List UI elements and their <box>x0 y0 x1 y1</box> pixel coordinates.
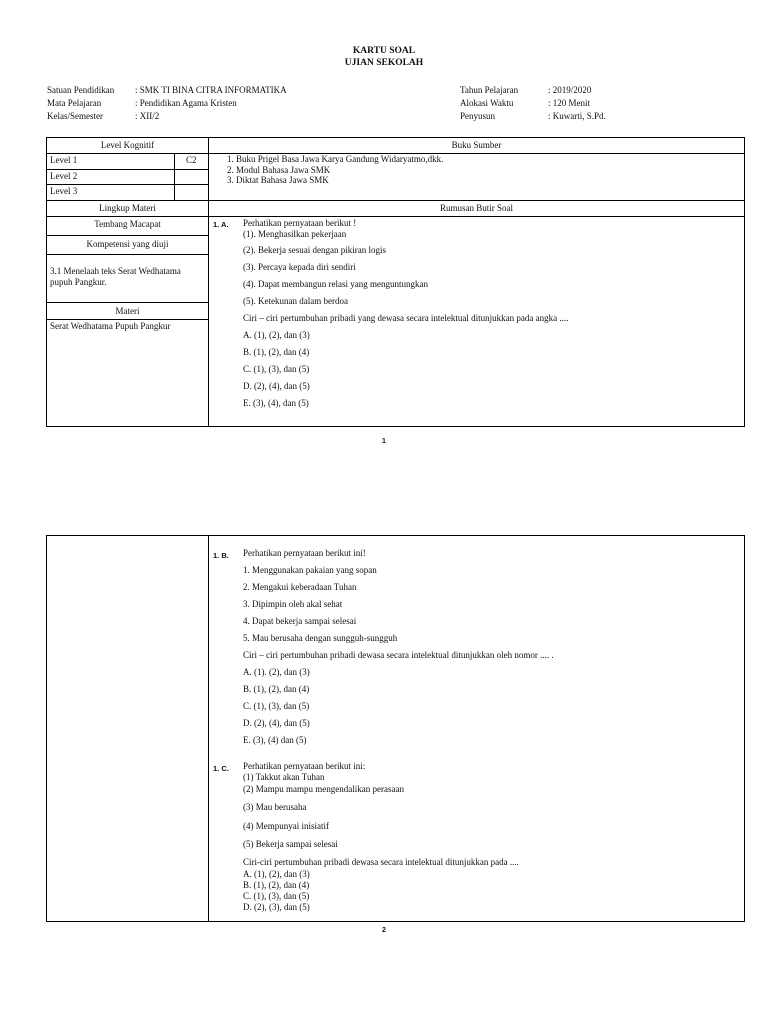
statement: (4). Dapat membangun relasi yang menguntungkan <box>243 279 428 289</box>
page-2 <box>0 520 768 1024</box>
lingkup-materi: Tembang Macapat <box>94 219 161 229</box>
level-1: Level 1 <box>50 155 78 165</box>
buku-sumber-header: Buku Sumber <box>451 140 502 150</box>
page-number: 2 <box>382 927 386 934</box>
statement: 1. Menggunakan pakaian yang sopan <box>243 565 377 575</box>
buku-sumber-list <box>227 154 443 186</box>
buku-item: 2. Modul Bahasa Jawa SMK <box>227 164 331 175</box>
statement: (5). Ketekunan dalam berdoa <box>243 296 348 306</box>
question-card-table <box>46 137 745 427</box>
option: A. (1), (2), dan (3) <box>243 330 310 340</box>
question-text: Ciri – ciri pertumbuhan pribadi yang dewasa secara intelektual ditunjukkan pada angka .... <box>243 313 569 323</box>
statement: 5. Mau berusaha dengan sungguh-sungguh <box>243 633 398 643</box>
option: E. (3), (4) dan (5) <box>243 735 307 745</box>
meta-label: Satuan Pendidikan <box>47 85 115 95</box>
meta-value: : XII/2 <box>135 111 160 121</box>
exam-title: UJIAN SEKOLAH <box>344 58 424 68</box>
question-intro: Perhatikan pernyataan berikut ini! <box>243 548 366 558</box>
statement: (2) Mampu mampu mengendalikan perasaan <box>243 784 404 794</box>
kompetensi-line: 3.1 Menelaah teks Serat Wedhatama <box>50 266 181 276</box>
materi: Serat Wedhatama Pupuh Pangkur <box>50 321 171 331</box>
level-1-code: C2 <box>186 155 197 165</box>
page-1 <box>0 0 768 470</box>
buku-item: 1. Buku Prigel Basa Jawa Karya Gandung Widaryatmo,dkk. <box>227 154 444 164</box>
kompetensi-text <box>50 266 181 288</box>
option: D. (2), (4), dan (5) <box>243 381 310 391</box>
option: B. (1), (2), dan (4) <box>243 880 310 890</box>
kompetensi-header: Kompetensi yang diuji <box>86 239 169 249</box>
statement: (5) Bekerja sampai selesai <box>243 839 338 849</box>
meta-value: : Kuwarti, S.Pd. <box>548 111 606 121</box>
option: C. (1), (3), dan (5) <box>243 891 310 901</box>
meta-label: Tahun Pelajaran <box>460 85 519 95</box>
statement: (1). Menghasilkan pekerjaan <box>243 229 347 239</box>
level-kognitif-header: Level Kognitif <box>100 140 155 150</box>
option: E. (3), (4), dan (5) <box>243 398 309 408</box>
lingkup-materi-header: Lingkup Materi <box>99 203 156 213</box>
option: A. (1). (2), dan (3) <box>243 667 310 677</box>
materi-header: Materi <box>115 306 140 316</box>
meta-label: Penyusun <box>460 111 496 121</box>
option: D. (2), (4), dan (5) <box>243 718 310 728</box>
option: C. (1), (3), dan (5) <box>243 364 310 374</box>
question-text: Ciri-ciri pertumbuhan pribadi dewasa secara intelektual ditunjukkan pada .... <box>243 857 519 867</box>
statement: 3. Dipimpin oleh akal sehat <box>243 599 343 609</box>
meta-value: : SMK TI BINA CITRA INFORMATIKA <box>135 85 287 95</box>
option: D. (2), (3), dan (5) <box>243 902 310 912</box>
meta-label: Alokasi Waktu <box>460 98 514 108</box>
question-number: 1. C. <box>213 764 229 773</box>
statement: 4. Dapat bekerja sampai selesai <box>243 616 357 626</box>
statement: (3). Percaya kepada diri sendiri <box>243 262 356 272</box>
statement: (1) Takkut akan Tuhan <box>243 772 325 782</box>
rumusan-header: Rumusan Butir Soal <box>439 203 513 213</box>
meta-right <box>460 85 720 125</box>
meta-value: : 120 Menit <box>548 98 590 108</box>
question-card-table-continued <box>46 535 745 922</box>
meta-value: : Pendidikan Agama Kristen <box>135 98 237 108</box>
buku-item: 3. Diktat Bahasa Jawa SMK <box>227 175 329 185</box>
question-text: Ciri – ciri pertumbuhan pribadi dewasa secara intelektual ditunjukkan oleh nomor .... . <box>243 650 554 660</box>
option: C. (1), (3), dan (5) <box>243 701 310 711</box>
option: B. (1), (2), dan (4) <box>243 347 310 357</box>
option: A. (1), (2), dan (3) <box>243 869 310 879</box>
meta-label: Kelas/Semester <box>47 111 103 121</box>
question-number: 1. B. <box>213 551 229 560</box>
question-number: 1. A. <box>213 220 229 229</box>
page-number: 1 <box>382 438 386 445</box>
statement: (3) Mau berusaha <box>243 802 307 812</box>
card-title: KARTU SOAL <box>352 46 416 56</box>
question-intro: Perhatikan pernyataan berikut ! <box>243 218 357 228</box>
meta-left <box>47 85 427 125</box>
option: B. (1), (2), dan (4) <box>243 684 310 694</box>
kompetensi-line: pupuh Pangkur. <box>50 277 107 287</box>
meta-label: Mata Pelajaran <box>47 98 102 108</box>
question-intro: Perhatikan pernyataan berikut ini: <box>243 761 366 771</box>
level-3: Level 3 <box>50 186 78 196</box>
meta-value: : 2019/2020 <box>548 85 592 95</box>
level-2: Level 2 <box>50 171 78 181</box>
statement: (4) Mempunyai inisiatif <box>243 821 329 831</box>
statement: 2. Mengakui keberadaan Tuhan <box>243 582 357 592</box>
statement: (2). Bekerja sesuai dengan pikiran logis <box>243 245 386 255</box>
